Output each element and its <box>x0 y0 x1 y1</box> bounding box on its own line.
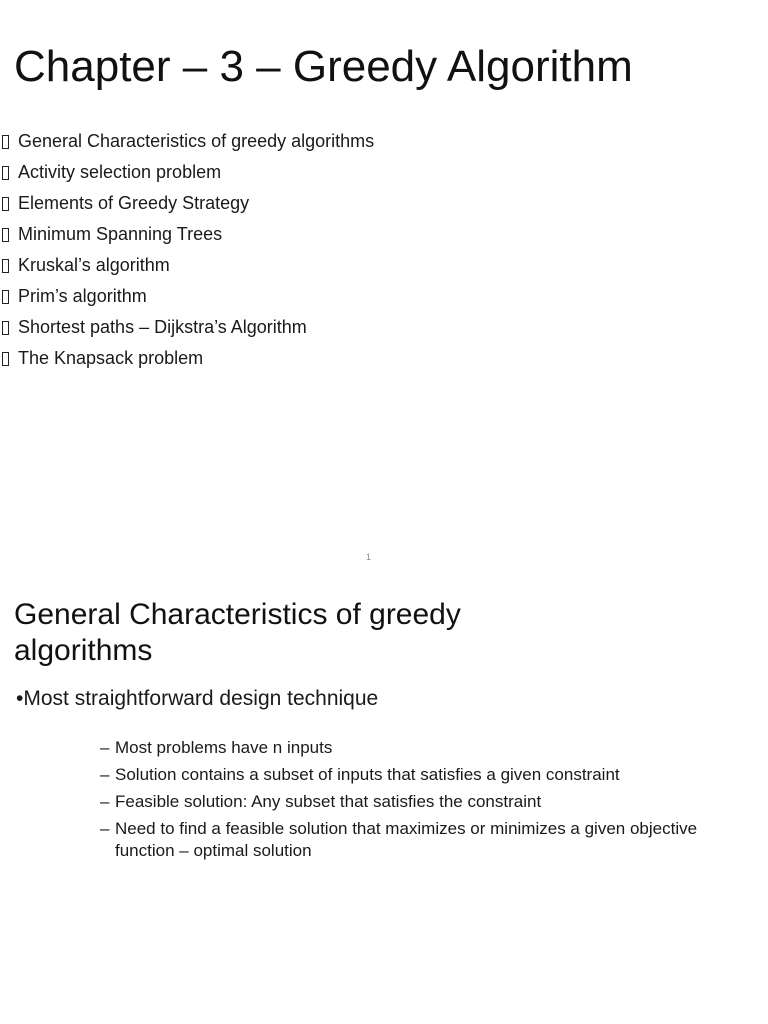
topic-label: General Characteristics of greedy algorithms <box>18 131 375 151</box>
topic-item <box>2 219 374 250</box>
sub-point-text: Need to find a feasible solution that maximizes or minimizes a given objective function – optimal solution <box>115 819 698 860</box>
missing-glyph-box-icon <box>2 259 9 273</box>
topic-item <box>2 343 374 374</box>
page-number: 1 <box>366 552 372 562</box>
missing-glyph-box-icon <box>2 321 9 335</box>
topic-item <box>2 312 374 343</box>
sub-point <box>100 737 730 759</box>
topic-item <box>2 157 374 188</box>
topic-label: Shortest paths – Dijkstra’s Algorithm <box>18 317 307 337</box>
topic-label: The Knapsack problem <box>18 348 204 368</box>
topic-item <box>2 188 374 219</box>
missing-glyph-box-icon <box>2 290 9 304</box>
sub-point-text: Solution contains a subset of inputs that satisfies a given constraint <box>115 765 620 784</box>
missing-glyph-box-icon <box>2 135 9 149</box>
main-bullet: •Most straightforward design technique <box>16 687 379 710</box>
sub-point-text: Feasible solution: Any subset that satisfies the constraint <box>115 792 542 811</box>
missing-glyph-box-icon <box>2 197 9 211</box>
dash-bullet: – <box>100 792 110 811</box>
slide-1-title: Chapter – 3 – Greedy Algorithm <box>14 42 633 91</box>
slide-2 <box>0 575 768 1024</box>
dash-bullet: – <box>100 738 110 757</box>
topic-label: Kruskal’s algorithm <box>18 255 170 275</box>
topic-label: Activity selection problem <box>18 162 222 182</box>
missing-glyph-box-icon <box>2 228 9 242</box>
topic-label: Minimum Spanning Trees <box>18 224 223 244</box>
missing-glyph-box-icon <box>2 352 9 366</box>
dash-bullet: – <box>100 819 110 838</box>
sub-point <box>100 818 730 862</box>
topic-label: Prim’s algorithm <box>18 286 147 306</box>
topic-item <box>2 281 374 312</box>
missing-glyph-box-icon <box>2 166 9 180</box>
topic-label: Elements of Greedy Strategy <box>18 193 250 213</box>
sub-point <box>100 791 730 813</box>
sub-point-text: Most problems have n inputs <box>115 738 333 757</box>
dash-bullet: – <box>100 765 110 784</box>
slide-2-title: General Characteristics of greedy algorithms <box>14 598 461 667</box>
topic-list <box>2 126 374 374</box>
sub-point <box>100 764 730 786</box>
topic-item <box>2 250 374 281</box>
topic-item <box>2 126 374 157</box>
sub-point-list <box>100 737 730 867</box>
